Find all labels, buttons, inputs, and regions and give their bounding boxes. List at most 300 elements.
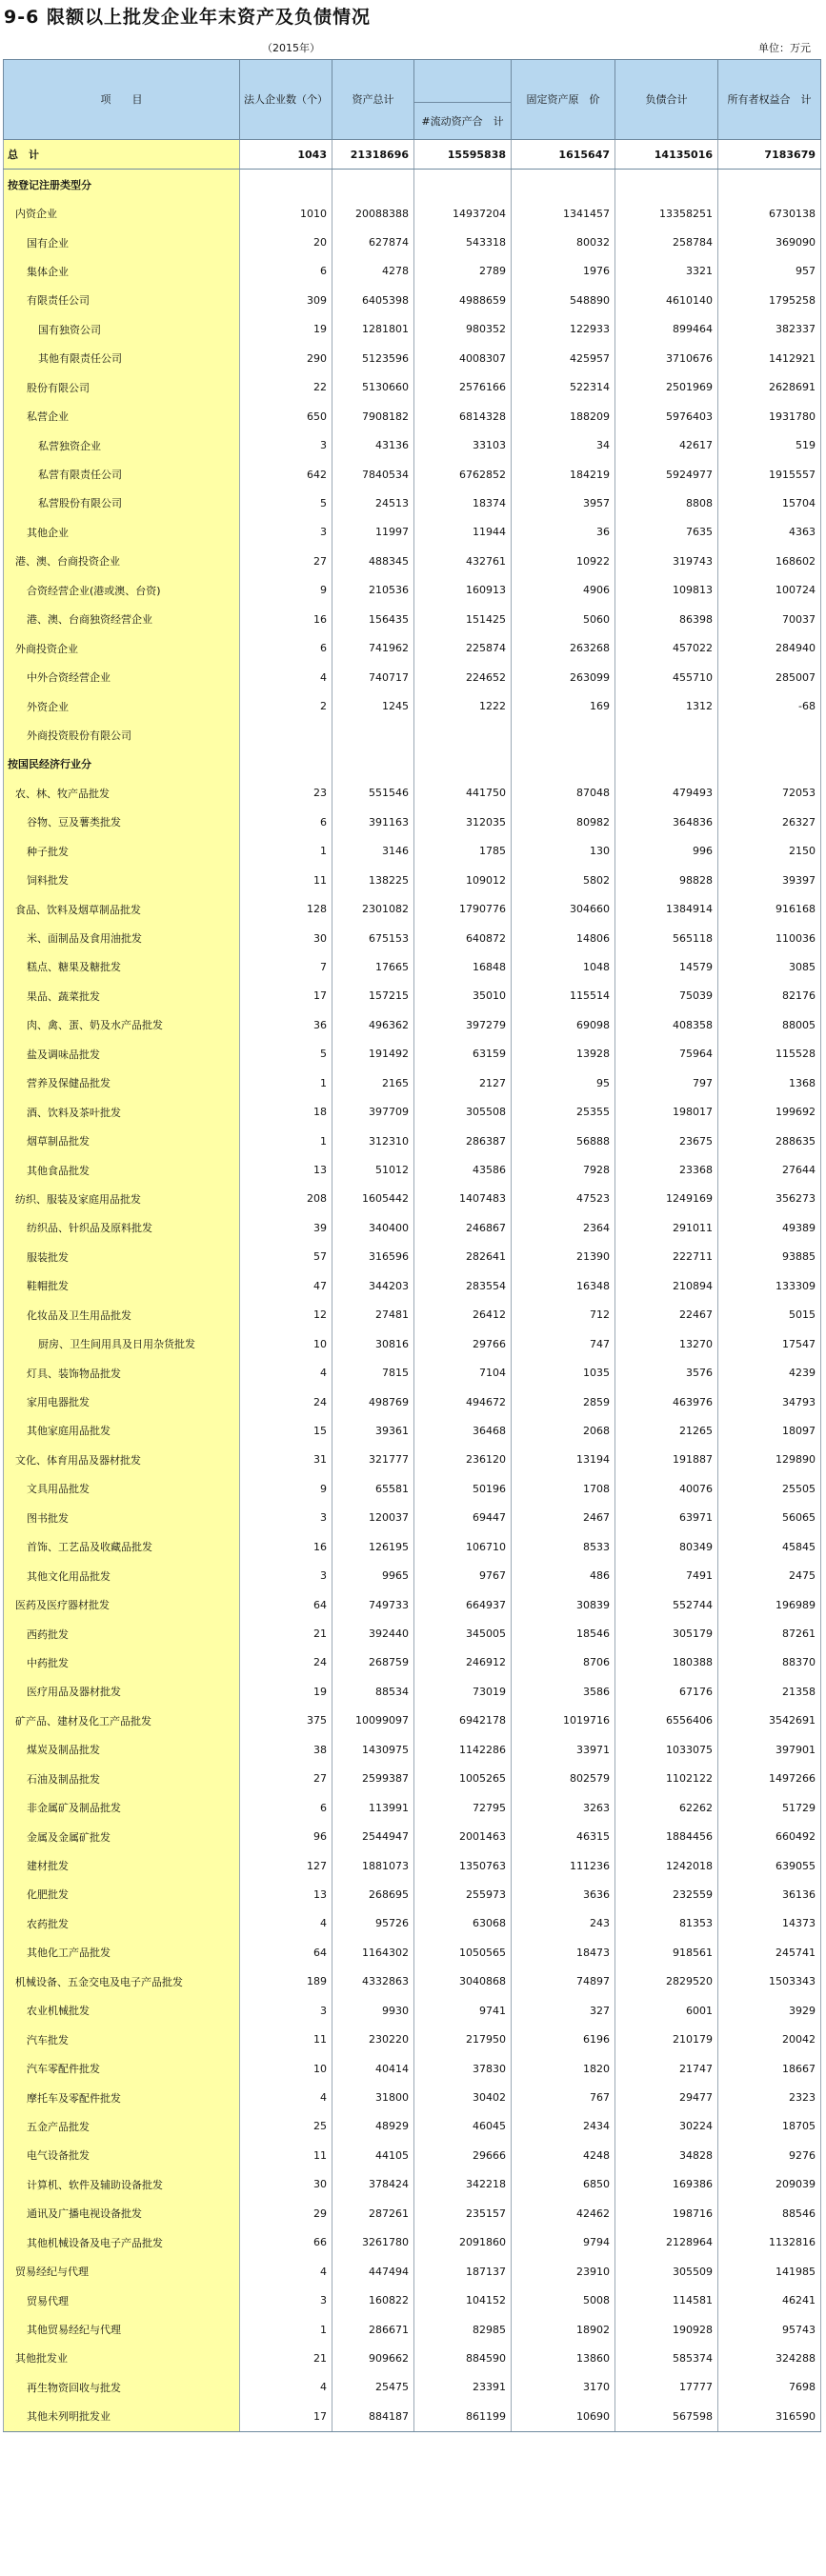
header-item: 项 目 (4, 60, 240, 140)
row-value: 675153 (332, 924, 414, 952)
row-value: 4239 (718, 1358, 821, 1387)
row-value: 50196 (414, 1474, 512, 1503)
row-value: 2165 (332, 1068, 414, 1097)
row-value: 312035 (414, 808, 512, 836)
row-value: 30816 (332, 1329, 414, 1358)
row-value: 342218 (414, 2170, 512, 2199)
row-value: 6 (240, 633, 332, 662)
row-value: 1605442 (332, 1185, 414, 1213)
row-value: 24513 (332, 489, 414, 517)
row-value: 128 (240, 894, 332, 923)
row-value: 2364 (512, 1213, 615, 1242)
table-row (4, 460, 821, 489)
table-row (4, 2257, 821, 2286)
row-value: 23910 (512, 2257, 615, 2286)
row-value: 899464 (615, 315, 718, 344)
table-row (4, 1416, 821, 1445)
row-value: 3040868 (414, 1967, 512, 1996)
table-row (4, 1185, 821, 1213)
row-value: 210894 (615, 1271, 718, 1300)
row-value: 130 (512, 837, 615, 866)
row-value: 749733 (332, 1590, 414, 1619)
row-value: 4906 (512, 576, 615, 605)
row-value: 138225 (332, 866, 414, 894)
row-value: 4008307 (414, 344, 512, 372)
table-row (4, 1243, 821, 1271)
row-value: 20 (240, 228, 332, 256)
table-row (4, 1532, 821, 1561)
row-value: 312310 (332, 1127, 414, 1155)
row-label: 灯具、装饰物品批发 (4, 1358, 240, 1387)
row-label: 西药批发 (4, 1619, 240, 1647)
table-row (4, 2228, 821, 2257)
table-row (4, 228, 821, 256)
row-value: 51012 (332, 1155, 414, 1184)
row-value: 1412921 (718, 344, 821, 372)
row-label: 私营企业 (4, 402, 240, 430)
row-value: 73019 (414, 1677, 512, 1706)
row-value: 7908182 (332, 402, 414, 430)
row-value: 519 (718, 430, 821, 459)
row-value: 1164302 (332, 1938, 414, 1967)
row-value: 115514 (512, 982, 615, 1010)
row-value: 8706 (512, 1648, 615, 1677)
row-value: 319743 (615, 547, 718, 575)
header-firms: 法人企业数（个） (240, 60, 332, 140)
row-value: 48929 (332, 2112, 414, 2141)
row-value: 2576166 (414, 373, 512, 402)
row-value: 26327 (718, 808, 821, 836)
row-value: 88005 (718, 1010, 821, 1039)
row-value: 96 (240, 1822, 332, 1850)
row-value: 46241 (718, 2286, 821, 2314)
row-value: 21390 (512, 1243, 615, 1271)
table-row (4, 344, 821, 372)
row-value: 305508 (414, 1097, 512, 1126)
row-value: 86398 (615, 605, 718, 633)
row-label: 其他机械设备及电子产品批发 (4, 2228, 240, 2257)
table-row (4, 2025, 821, 2053)
row-value: 196989 (718, 1590, 821, 1619)
row-value: 15704 (718, 489, 821, 517)
row-label: 其他化工产品批发 (4, 1938, 240, 1967)
row-value: 14579 (615, 952, 718, 981)
row-label: 酒、饮料及茶叶批发 (4, 1097, 240, 1126)
row-value: 29477 (615, 2083, 718, 2111)
row-value: 6196 (512, 2025, 615, 2053)
row-value: 10922 (512, 547, 615, 575)
row-value: -68 (718, 691, 821, 720)
row-value: 397279 (414, 1010, 512, 1039)
row-value: 640872 (414, 924, 512, 952)
row-value: 106710 (414, 1532, 512, 1561)
row-value: 30 (240, 924, 332, 952)
row-value: 283554 (414, 1271, 512, 1300)
row-value: 1708 (512, 1474, 615, 1503)
table-row (4, 691, 821, 720)
row-value: 24 (240, 1648, 332, 1677)
row-value: 95 (512, 1068, 615, 1097)
row-value: 37830 (414, 2054, 512, 2083)
row-value: 2434 (512, 2112, 615, 2141)
row-value: 309 (240, 286, 332, 314)
row-value: 38 (240, 1735, 332, 1764)
row-value: 17547 (718, 1329, 821, 1358)
table-row (4, 1388, 821, 1416)
row-value: 282641 (414, 1243, 512, 1271)
row-value: 263099 (512, 663, 615, 691)
row-value: 120037 (332, 1504, 414, 1532)
row-value: 7 (240, 952, 332, 981)
unit-label: 单位：万元 (758, 42, 811, 54)
row-value: 7698 (718, 2373, 821, 2402)
table-row (4, 924, 821, 952)
row-value: 447494 (332, 2257, 414, 2286)
table-row (4, 605, 821, 633)
row-value: 5802 (512, 866, 615, 894)
row-value: 230220 (332, 2025, 414, 2053)
row-value: 2091860 (414, 2228, 512, 2257)
row-value: 47523 (512, 1185, 615, 1213)
row-value: 1050565 (414, 1938, 512, 1967)
row-value: 7491 (615, 1561, 718, 1589)
row-value: 3 (240, 1561, 332, 1589)
row-value: 650 (240, 402, 332, 430)
row-value: 36 (240, 1010, 332, 1039)
row-value: 7928 (512, 1155, 615, 1184)
row-value: 46045 (414, 2112, 512, 2141)
row-value: 95743 (718, 2315, 821, 2344)
row-label: 首饰、工艺品及收藏品批发 (4, 1532, 240, 1561)
row-value: 397901 (718, 1735, 821, 1764)
row-value: 1795258 (718, 286, 821, 314)
row-label: 贸易代理 (4, 2286, 240, 2314)
row-label: 按国民经济行业分 (4, 749, 240, 778)
row-value: 980352 (414, 315, 512, 344)
row-value: 316596 (332, 1243, 414, 1271)
row-label: 果品、蔬菜批发 (4, 982, 240, 1010)
row-value: 13928 (512, 1040, 615, 1068)
row-value: 75039 (615, 982, 718, 1010)
table-row (4, 1677, 821, 1706)
row-value: 3636 (512, 1880, 615, 1908)
table-row (4, 1967, 821, 1996)
row-value: 7635 (615, 518, 718, 547)
row-value: 1976 (512, 257, 615, 286)
row-value: 2599387 (332, 1765, 414, 1793)
row-value: 36136 (718, 1880, 821, 1908)
row-value (718, 749, 821, 778)
row-value: 356273 (718, 1185, 821, 1213)
row-value: 13270 (615, 1329, 718, 1358)
row-value: 4 (240, 2257, 332, 2286)
row-value: 463976 (615, 1388, 718, 1416)
row-label: 中药批发 (4, 1648, 240, 1677)
row-value: 11997 (332, 518, 414, 547)
row-value: 113991 (332, 1793, 414, 1822)
row-value: 2789 (414, 257, 512, 286)
table-row (4, 2083, 821, 2111)
row-value: 2001463 (414, 1822, 512, 1850)
row-value: 72795 (414, 1793, 512, 1822)
row-value: 2323 (718, 2083, 821, 2111)
table-row (4, 2054, 821, 2083)
row-label: 集体企业 (4, 257, 240, 286)
row-value: 884590 (414, 2344, 512, 2372)
table-row (4, 518, 821, 547)
row-value (240, 721, 332, 749)
row-value: 344203 (332, 1271, 414, 1300)
row-value: 9794 (512, 2228, 615, 2257)
row-value: 21265 (615, 1416, 718, 1445)
row-value: 25505 (718, 1474, 821, 1503)
table-row (4, 894, 821, 923)
row-value: 70037 (718, 605, 821, 633)
row-value: 9767 (414, 1561, 512, 1589)
row-value: 321777 (332, 1446, 414, 1474)
row-value: 63159 (414, 1040, 512, 1068)
row-value: 441750 (414, 779, 512, 808)
row-value: 210536 (332, 576, 414, 605)
row-label: 文具用品批发 (4, 1474, 240, 1503)
table-row (4, 837, 821, 866)
row-value: 741962 (332, 633, 414, 662)
row-label: 再生物资回收与批发 (4, 2373, 240, 2402)
row-value: 74897 (512, 1967, 615, 1996)
row-label: 矿产品、建材及化工产品批发 (4, 1707, 240, 1735)
row-value: 23391 (414, 2373, 512, 2402)
row-label: 贸易经纪与代理 (4, 2257, 240, 2286)
table-row (4, 1301, 821, 1329)
row-value: 30 (240, 2170, 332, 2199)
row-value: 324288 (718, 2344, 821, 2372)
row-value: 36 (512, 518, 615, 547)
row-value: 6405398 (332, 286, 414, 314)
row-value: 4332863 (332, 1967, 414, 1996)
row-value: 72053 (718, 779, 821, 808)
row-label: 合资经营企业(港或澳、台资) (4, 576, 240, 605)
row-value: 67176 (615, 1677, 718, 1706)
row-value: 551546 (332, 779, 414, 808)
table-row (4, 315, 821, 344)
row-value: 802579 (512, 1765, 615, 1793)
row-value: 548890 (512, 286, 615, 314)
row-value: 9 (240, 576, 332, 605)
table-row (4, 1271, 821, 1300)
row-value: 1785 (414, 837, 512, 866)
row-value: 5015 (718, 1301, 821, 1329)
row-value: 909662 (332, 2344, 414, 2372)
row-value: 23368 (615, 1155, 718, 1184)
table-row (4, 1446, 821, 1474)
row-label: 营养及保健品批发 (4, 1068, 240, 1097)
row-value: 62262 (615, 1793, 718, 1822)
row-value: 1281801 (332, 315, 414, 344)
row-value: 46315 (512, 1822, 615, 1850)
row-label: 其他企业 (4, 518, 240, 547)
row-value: 287261 (332, 2199, 414, 2227)
row-value: 19 (240, 1677, 332, 1706)
row-label: 其他贸易经纪与代理 (4, 2315, 240, 2344)
row-value: 286387 (414, 1127, 512, 1155)
row-value: 4 (240, 2083, 332, 2111)
row-label: 金属及金属矿批发 (4, 1822, 240, 1850)
row-value: 1 (240, 1127, 332, 1155)
row-value: 340400 (332, 1213, 414, 1242)
table-row (4, 1619, 821, 1647)
row-label: 农业机械批发 (4, 1996, 240, 2025)
row-value: 797 (615, 1068, 718, 1097)
row-value: 190928 (615, 2315, 718, 2344)
row-value: 3929 (718, 1996, 821, 2025)
row-label: 国有企业 (4, 228, 240, 256)
row-value (512, 170, 615, 199)
row-value: 29 (240, 2199, 332, 2227)
row-value: 39 (240, 1213, 332, 1242)
row-value: 210179 (615, 2025, 718, 2053)
row-value: 34828 (615, 2141, 718, 2169)
row-value: 5123596 (332, 344, 414, 372)
row-label: 有限责任公司 (4, 286, 240, 314)
row-value: 457022 (615, 633, 718, 662)
row-value: 1350763 (414, 1851, 512, 1880)
row-value: 222711 (615, 1243, 718, 1271)
row-value: 40414 (332, 2054, 414, 2083)
header-total-assets: 资产总计 (332, 60, 414, 140)
row-value: 109012 (414, 866, 512, 894)
header-current-assets: #流动资产合 计 (414, 103, 512, 140)
row-value: 3 (240, 1504, 332, 1532)
row-value: 29666 (414, 2141, 512, 2169)
row-label: 图书批发 (4, 1504, 240, 1532)
row-value: 21 (240, 1619, 332, 1647)
row-value: 3586 (512, 1677, 615, 1706)
row-value: 6 (240, 1793, 332, 1822)
row-value: 34 (512, 430, 615, 459)
row-value: 316590 (718, 2402, 821, 2431)
row-label: 私营有限责任公司 (4, 460, 240, 489)
table-row (4, 199, 821, 228)
row-value: 290 (240, 344, 332, 372)
row-value: 3146 (332, 837, 414, 866)
row-value: 543318 (414, 228, 512, 256)
row-value: 31800 (332, 2083, 414, 2111)
row-label: 厨房、卫生间用具及日用杂货批发 (4, 1329, 240, 1358)
row-value: 4 (240, 2373, 332, 2402)
row-value: 98828 (615, 866, 718, 894)
table-row (4, 402, 821, 430)
table-row (4, 2344, 821, 2372)
row-value: 5130660 (332, 373, 414, 402)
row-value (414, 721, 512, 749)
row-value: 1503343 (718, 1967, 821, 1996)
row-value: 4 (240, 1358, 332, 1387)
row-value: 40076 (615, 1474, 718, 1503)
row-value: 42617 (615, 430, 718, 459)
row-value: 36468 (414, 1416, 512, 1445)
row-value: 2501969 (615, 373, 718, 402)
row-value: 288635 (718, 1127, 821, 1155)
row-value: 14937204 (414, 199, 512, 228)
row-value: 1 (240, 1068, 332, 1097)
table-row (4, 1097, 821, 1126)
row-value: 397709 (332, 1097, 414, 1126)
table-row (4, 2286, 821, 2314)
row-value: 16348 (512, 1271, 615, 1300)
row-value: 2628691 (718, 373, 821, 402)
row-label: 化肥批发 (4, 1880, 240, 1908)
row-value: 1005265 (414, 1765, 512, 1793)
row-value: 1368 (718, 1068, 821, 1097)
row-label: 米、面制品及食用油批发 (4, 924, 240, 952)
row-label: 电气设备批发 (4, 2141, 240, 2169)
row-value: 1881073 (332, 1851, 414, 1880)
row-value: 4988659 (414, 286, 512, 314)
row-value: 479493 (615, 779, 718, 808)
row-value: 1915557 (718, 460, 821, 489)
row-value: 957 (718, 257, 821, 286)
row-value: 565118 (615, 924, 718, 952)
row-label: 家用电器批发 (4, 1388, 240, 1416)
table-row (4, 140, 821, 170)
row-value: 191492 (332, 1040, 414, 1068)
row-label: 纺织、服装及家庭用品批发 (4, 1185, 240, 1213)
row-value: 11944 (414, 518, 512, 547)
row-value: 209039 (718, 2170, 821, 2199)
page-title: 9-6 限额以上批发企业年末资产及负债情况 (4, 7, 371, 28)
row-value: 246867 (414, 1213, 512, 1242)
row-value: 43586 (414, 1155, 512, 1184)
row-label: 汽车批发 (4, 2025, 240, 2053)
table-row (4, 1561, 821, 1589)
row-value (414, 170, 512, 199)
row-value: 235157 (414, 2199, 512, 2227)
row-value: 25 (240, 2112, 332, 2141)
row-value: 26412 (414, 1301, 512, 1329)
row-value: 6556406 (615, 1707, 718, 1735)
row-value: 57 (240, 1243, 332, 1271)
row-value: 18473 (512, 1938, 615, 1967)
row-value (615, 749, 718, 778)
row-label: 私营独资企业 (4, 430, 240, 459)
row-value: 122933 (512, 315, 615, 344)
row-value: 33971 (512, 1735, 615, 1764)
row-value: 199692 (718, 1097, 821, 1126)
row-label: 五金产品批发 (4, 2112, 240, 2141)
row-value: 425957 (512, 344, 615, 372)
row-value: 16 (240, 605, 332, 633)
table-row (4, 489, 821, 517)
table-row (4, 257, 821, 286)
row-label: 机械设备、五金交电及电子产品批发 (4, 1967, 240, 1996)
table-row (4, 1590, 821, 1619)
row-value: 918561 (615, 1938, 718, 1967)
row-value: 3321 (615, 257, 718, 286)
row-value: 87261 (718, 1619, 821, 1647)
row-label: 煤炭及制品批发 (4, 1735, 240, 1764)
header-liabilities: 负债合计 (615, 60, 718, 140)
row-value (332, 749, 414, 778)
row-value: 382337 (718, 315, 821, 344)
table-row (4, 1213, 821, 1242)
row-value: 1 (240, 837, 332, 866)
row-value: 10 (240, 2054, 332, 2083)
row-value: 15 (240, 1416, 332, 1445)
row-value: 284940 (718, 633, 821, 662)
table-row (4, 2112, 821, 2141)
row-value: 392440 (332, 1619, 414, 1647)
row-value: 2 (240, 691, 332, 720)
